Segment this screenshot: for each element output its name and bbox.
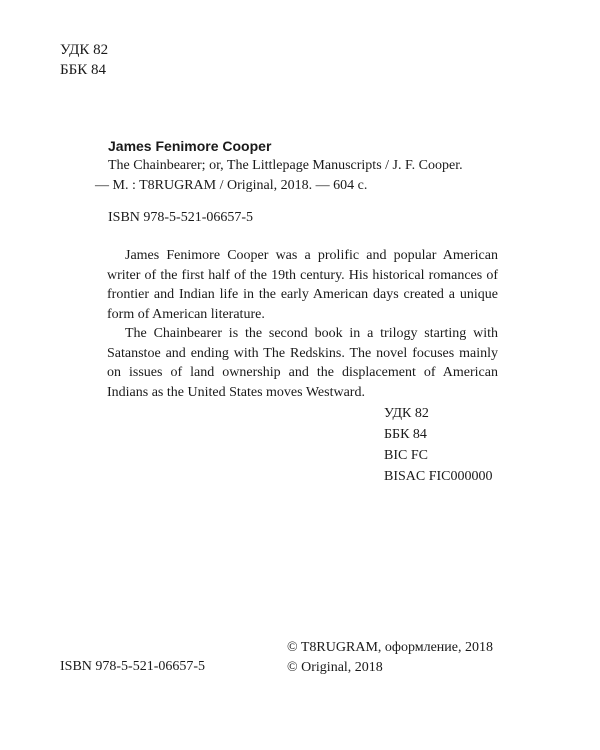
copyright-notice <box>287 638 493 678</box>
top-bbk-code: ББК 84 <box>60 62 106 78</box>
right-bic-code: BIC FC <box>384 448 428 463</box>
right-bbk-code: ББК 84 <box>384 427 427 442</box>
copyright-line-design: © T8RUGRAM, оформление, 2018 <box>287 640 494 655</box>
author-name: James Fenimore Cooper <box>108 138 272 154</box>
top-udk-code: УДК 82 <box>60 42 109 58</box>
description-paragraph: James Fenimore Cooper was a prolific and popular American writer of the first half of the 19th century. His historical romances of frontier and Indian life in the early American days created a unique form of American literature. <box>107 248 498 322</box>
bibliographic-record <box>95 136 498 402</box>
footer-isbn-text: ISBN 978-5-521-06657-5 <box>60 659 206 674</box>
right-bisac-code: BISAC FIC000000 <box>384 469 493 484</box>
record-isbn: ISBN 978-5-521-06657-5 <box>108 210 254 225</box>
title-reference: The Chainbearer; or, The Littlepage Manuscripts / J. F. Cooper. <box>108 158 463 173</box>
right-udk-code: УДК 82 <box>384 406 429 421</box>
right-classification-codes <box>384 403 493 487</box>
top-classification-codes <box>60 40 108 80</box>
copyright-line-original: © Original, 2018 <box>287 660 383 675</box>
description-paragraph: The Chainbearer is the second book in a trilogy starting with Satanstoe and ending with The Redskins. The novel focuses mainly on issues of land ownership and the displacement of American Indians as the United States moves Westward. <box>107 326 498 400</box>
footer-isbn <box>60 657 205 677</box>
publisher-reference: — M. : T8RUGRAM / Original, 2018. — 604 с. <box>95 178 368 193</box>
